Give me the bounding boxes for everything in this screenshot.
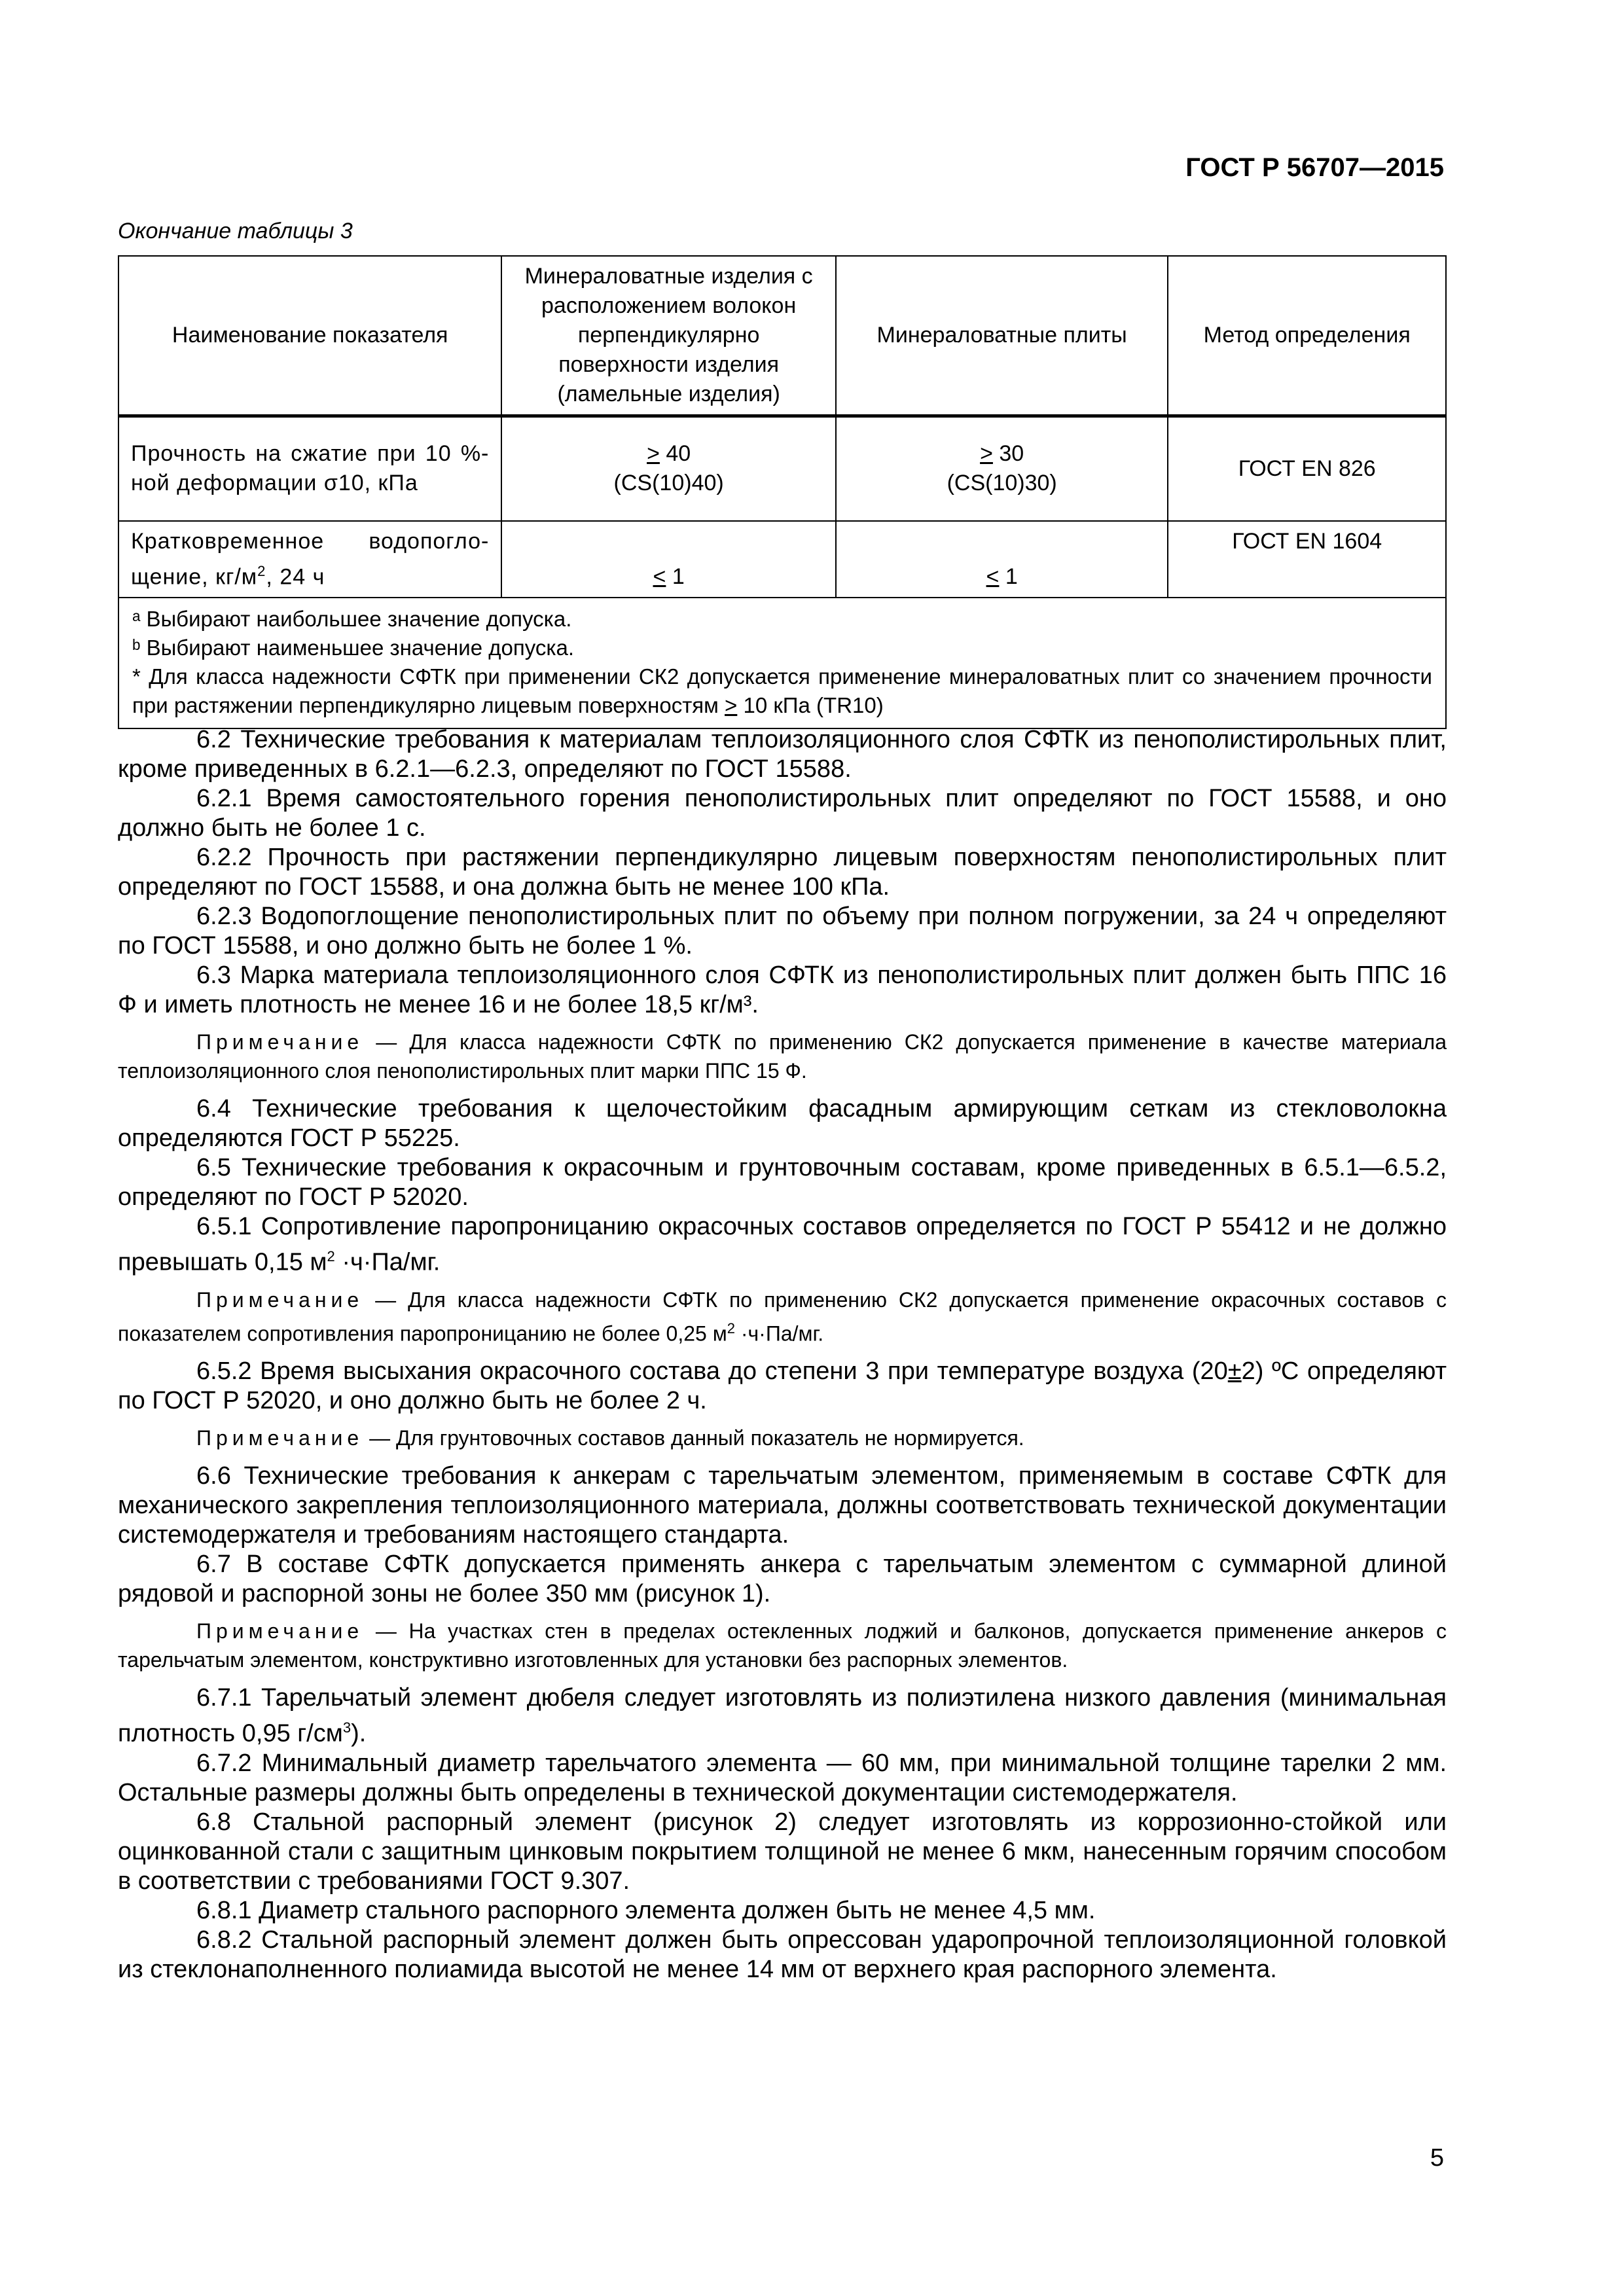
specification-table: [118, 255, 1447, 729]
paragraph: 6.8 Стальной распорный элемент (рисунок 2) следует изготовлять из коррозионно-стойкой или оцинкованной стали с защитным цинковым покрытием толщиной не менее 6 мкм, нанесенным горячим способом в соответствии с требованиями ГОСТ 9.307.: [118, 1808, 1447, 1895]
footnotes-cell: [118, 598, 1446, 728]
paragraph: 6.8.2 Стальной распорный элемент должен быть опрессован ударопрочной теплоизоляционной головкой из стеклонаполненного полиамида высотой не менее 14 мм от верхнего края распорного элемента.: [118, 1926, 1447, 1983]
value-code: (CS(10)40): [613, 471, 724, 496]
value-text: 40: [659, 441, 691, 467]
paragraph: 6.2.2 Прочность при растяжении перпендикулярно лицевым поверхностям пенополистирольных плит определяют по ГОСТ 15588, и она должна быть не менее 100 кПа.: [118, 844, 1447, 901]
table-header-row: [118, 256, 1446, 416]
table-caption: Окончание таблицы 3: [118, 219, 353, 243]
column-header: Наименование показателя: [118, 256, 501, 416]
table-cell: [836, 521, 1168, 598]
table-cell: Прочность на сжатие при 10 %-ной деформации σ10, кПа: [118, 416, 501, 521]
note-label: Примечание: [196, 1287, 364, 1312]
table-cell: ГОСТ EN 1604: [1168, 521, 1446, 598]
plus-minus-sign: ±: [1227, 1357, 1242, 1386]
note-label: Примечание: [196, 1426, 364, 1450]
paragraph: [118, 1212, 1447, 1278]
page-number: 5: [1430, 2144, 1444, 2172]
paragraph-text: ·ч·Па/мг.: [334, 1248, 441, 1276]
comparison-sign: >: [980, 441, 993, 467]
paragraph: 6.3 Марка материала теплоизоляционного слоя СФТК из пенополистирольных плит должен быть ППС 16 Ф и иметь плотность не менее 16 и не более 18,5 кг/м³.: [118, 961, 1447, 1018]
value-text: 1: [666, 564, 685, 589]
note-text: — Для класса надежности СФТК по применению СК2 допускается применение окрасочных составов с показателем сопротивления паропроницанию не более 0,25 м: [118, 1287, 1447, 1346]
footnote-text: 10 кПа (TR10): [737, 692, 884, 717]
superscript: 3: [342, 1719, 352, 1736]
table-cell: [118, 521, 501, 598]
footnotes-row: [118, 598, 1446, 728]
note-text: ·ч·Па/мг.: [734, 1321, 824, 1346]
column-header: Минераловатные изделия с расположением волокон перпендикулярно поверхности изделия (ламельные изделия): [501, 256, 836, 416]
paragraph-text: 2) ºС определяют по ГОСТ Р 52020, и оно должно быть не более 2 ч.: [118, 1357, 1447, 1415]
comparison-sign: <: [653, 564, 666, 589]
column-header: Метод определения: [1168, 256, 1446, 416]
paragraph: [118, 1683, 1447, 1749]
footnote: ᵇ Выбирают наименьшее значение допуска.: [132, 635, 575, 660]
paragraph: 6.4 Технические требования к щелочестойким фасадным армирующим сеткам из стекловолокна определяются ГОСТ Р 55225.: [118, 1095, 1447, 1152]
note-text: — Для класса надежности СФТК по применению СК2 допускается применение в качестве материала теплоизоляционного слоя пенополистирольных плит марки ППС 15 Ф.: [118, 1030, 1447, 1083]
table-cell: ГОСТ EN 826: [1168, 416, 1446, 521]
paragraph-text: ).: [351, 1719, 367, 1748]
table-cell: [501, 416, 836, 521]
paragraph: 6.7 В составе СФТК допускается применять анкера с тарельчатым элементом с суммарной длиной рядовой и распорной зоны не более 350 мм (рисунок 1).: [118, 1551, 1447, 1608]
comparison-sign: >: [647, 441, 660, 467]
table-cell: [501, 521, 836, 598]
paragraph: 6.7.2 Минимальный диаметр тарельчатого элемента — 60 мм, при минимальной толщине тарелки 2 мм. Остальные размеры должны быть определены в технической документации системодержателя.: [118, 1749, 1447, 1806]
footnote-text: * Для класса надежности СФТК при применении СК2 допускается применение минераловатных плит со значением прочности при растяжении перпендикулярно лицевым поверхностям: [132, 664, 1432, 717]
superscript: 2: [327, 1248, 335, 1265]
cell-text: Кратковременное водопогло-щение, кг/м: [131, 528, 490, 589]
note: [118, 1285, 1447, 1348]
value-text: 1: [999, 564, 1018, 589]
paragraph: 6.8.1 Диаметр стального распорного элемента должен быть не менее 4,5 мм.: [196, 1896, 1096, 1924]
footnote: ᵃ Выбирают наибольшее значение допуска.: [132, 606, 572, 631]
body-text: [118, 725, 1447, 1984]
paragraph-text: 6.7.1 Тарельчатый элемент дюбеля следует изготовлять из полиэтилена низкого давления (минимальная плотность 0,95 г/см: [118, 1684, 1447, 1748]
paragraph-text: 6.5.1 Сопротивление паропроницанию окрасочных составов определяется по ГОСТ Р 55412 и не должно превышать 0,15 м: [118, 1213, 1447, 1276]
comparison-sign: >: [725, 692, 738, 717]
table-row: [118, 416, 1446, 521]
column-header: Минераловатные плиты: [836, 256, 1168, 416]
note: [118, 1028, 1447, 1085]
paragraph: 6.2.3 Водопоглощение пенополистирольных плит по объему при полном погружении, за 24 ч определяют по ГОСТ 15588, и оно должно быть не более 1 %.: [118, 903, 1447, 960]
note-label: Примечание: [196, 1030, 364, 1054]
paragraph: 6.2 Технические требования к материалам теплоизоляционного слоя СФТК из пенополистирольных плит, кроме приведенных в 6.2.1—6.2.3, определяют по ГОСТ 15588.: [118, 726, 1447, 783]
note-text: — На участках стен в пределах остекленных лоджий и балконов, допускается применение анкеров с тарельчатым элементом, конструктивно изготовленных для установки без распорных элементов.: [118, 1619, 1447, 1672]
paragraph: 6.2.1 Время самостоятельного горения пенополистирольных плит определяют по ГОСТ 15588, и оно должно быть не более 1 с.: [118, 785, 1447, 842]
paragraph: [118, 1357, 1447, 1416]
table-cell: [836, 416, 1168, 521]
table-row: [118, 521, 1446, 598]
superscript: 2: [257, 562, 266, 579]
footnote: [132, 662, 1432, 720]
note-text: — Для грунтовочных составов данный показатель не нормируется.: [363, 1426, 1024, 1450]
document-id: ГОСТ Р 56707—2015: [1185, 153, 1444, 182]
value-code: (CS(10)30): [947, 471, 1057, 496]
comparison-sign: <: [986, 564, 1000, 589]
paragraph-text: 6.5.2 Время высыхания окрасочного состава до степени 3 при температуре воздуха (20: [196, 1357, 1228, 1386]
note-label: Примечание: [196, 1619, 364, 1643]
superscript: 2: [727, 1319, 735, 1336]
paragraph: 6.5 Технические требования к окрасочным и грунтовочным составам, кроме приведенных в 6.5.1—6.5.2, определяют по ГОСТ Р 52020.: [118, 1154, 1447, 1211]
note: [118, 1424, 1447, 1452]
value-text: 30: [992, 441, 1024, 467]
cell-text: , 24 ч: [266, 564, 325, 589]
note: [118, 1617, 1447, 1674]
paragraph: 6.6 Технические требования к анкерам с тарельчатым элементом, применяемым в составе СФТК для механического закрепления теплоизоляционного материала, должны соответствовать технической документации системодержателя и требованиям настоящего стандарта.: [118, 1462, 1447, 1549]
